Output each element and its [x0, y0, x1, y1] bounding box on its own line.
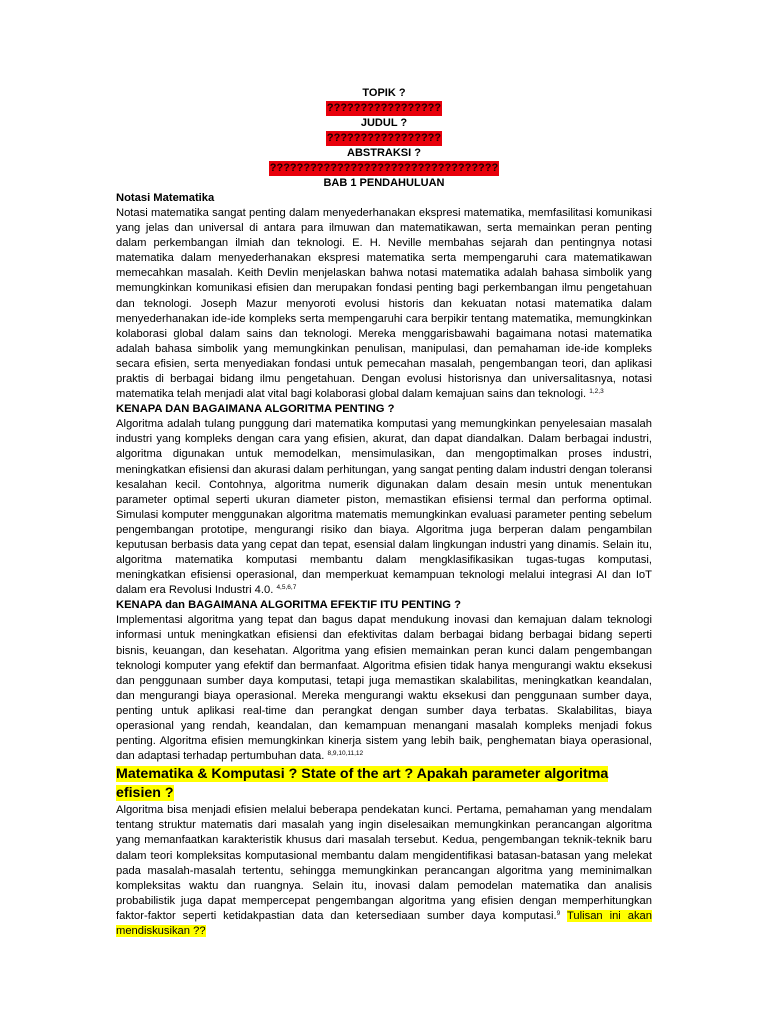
highlighted-closing-note: Tulisan ini akan mendiskusikan ??	[116, 909, 652, 938]
citation-refs: 8,9,10,11,12	[327, 750, 364, 758]
abstraksi-placeholder: ??????????????????????????????????	[269, 162, 499, 174]
topik-label: TOPIK ?	[362, 87, 406, 99]
highlighted-heading: Matematika & Komputasi ? State of the art ? Apakah parameter algoritma efisien ?	[116, 766, 609, 802]
topik-placeholder: ?????????????????	[326, 102, 442, 114]
paragraph-notasi	[116, 206, 652, 402]
section-title-komputasi	[116, 765, 652, 803]
paragraph-text: Implementasi algoritma yang tepat dan bagus dapat mendukung inovasi dan kemajuan dalam teknologi informasi untuk meningkatkan efisiensi dan efektivitas dalam berbagai bidang berbagai bidang seperti bisnis, keuangan, dan kesehatan. Algoritma yang efisien memainkan peran kunci dalam pengembangan teknologi komputer yang efektif dan bermanfaat. Algoritma efisien tidak hanya mengurangi waktu eksekusi dan penggunaan sumber daya komputasi, tetapi juga memastikan skalabilitas, meningkatkan keandalan, dan mengurangi biaya operasional. Mereka mengurangi waktu eksekusi dan penggunaan sumber daya, penting untuk aplikasi real-time dan perangkat dengan sumber daya terbatas. Skalabilitas, biaya operasional yang rendah, keandalan, dan kemampuan menangani masalah kompleks menjadi fokus penting. Algoritma efisien memungkinkan kinerja sistem yang lebih baik, penghematan biaya operasional, dan adaptasi terhadap pertumbuhan data.	[116, 614, 652, 763]
paragraph-text: Algoritma bisa menjadi efisien melalui beberapa pendekatan kunci. Pertama, pemahaman yang mendalam tentang struktur matematis dari masalah yang ingin diselesaikan memungkinkan perancangan algoritma yang memanfaatkan karakteristik khusus dari masalah tersebut. Kedua, pengembangan teknik-teknik baru dalam teori kompleksitas komputasional membantu dalam mengidentifikasi batasan-batasan yang melekat pada masalah-masalah tertentu, sehingga memungkinkan perancangan algoritma yang meminimalkan kompleksitas waktu dan ruangnya. Selain itu, inovasi dalam pemodelan matematika dan analisis probabilistik juga dapat mempercepat pengembangan algoritma yang efisien dengan memperhitungkan faktor-faktor seperti ketidakpastian data dan ketersediaan sumber daya komputasi.	[116, 804, 652, 922]
section-notasi	[116, 191, 652, 402]
document-header	[116, 86, 652, 191]
section-komputasi	[116, 765, 652, 939]
paragraph-algoritma-penting	[116, 417, 652, 598]
section-title-algoritma-penting: KENAPA DAN BAGAIMANA ALGORITMA PENTING ?	[116, 403, 395, 416]
abstraksi-label: ABSTRAKSI ?	[347, 147, 421, 159]
citation-refs: 1,2,3	[589, 388, 604, 396]
judul-label: JUDUL ?	[360, 117, 408, 129]
paragraph-text: Algoritma adalah tulang punggung dari matematika komputasi yang memungkinkan penyelesaian masalah industri yang kompleks dengan cara yang efisien, akurat, dan dapat diandalkan. Dalam berbagai industri, algoritma digunakan untuk memodelkan, mensimulasikan, dan mengoptimalkan proses industri, meningkatkan efisiensi dan akurasi dalam perhitungan, yang sangat penting dalam industri dengan toleransi kesalahan kecil. Contohnya, algoritma numerik digunakan dalam desain mesin untuk menentukan parameter optimal seperti ukuran diameter piston, memastikan efisiensi termal dan performa optimal. Simulasi komputer menggunakan algoritma matematis memungkinkan evaluasi parameter penting sebelum pengembangan prototipe, mengurangi risiko dan biaya. Algoritma juga berperan dalam pengambilan keputusan berbasis data yang cepat dan tepat, esensial dalam lingkungan industri yang dinamis. Selain itu, algoritma matematika komputasi membantu dalam mengklasifikasikan tugas-tugas komputasi, meningkatkan efisiensi operasional, dan memperkuat kemampuan teknologi melalui integrasi AI dan IoT dalam era Revolusi Industri 4.0.	[116, 418, 652, 597]
section-algoritma-efektif	[116, 598, 652, 764]
paragraph-text: Notasi matematika sangat penting dalam menyederhanakan ekspresi matematika, memfasilitasi komunikasi yang jelas dan universal di antara para ilmuwan dan matematikawan, serta memainkan peran penting dalam perkembangan ilmiah dan teknologi. E. H. Neville membahas sejarah dan pentingnya notasi matematika dalam menyederhanakan ekspresi matematika serta mempengaruhi cara matematikawan memecahkan masalah. Keith Devlin menjelaskan bahwa notasi matematika adalah bahasa simbolik yang memungkinkan komunikasi efisien dan merupakan fondasi penting bagi perkembangan ilmu pengetahuan dan teknologi. Joseph Mazur menyoroti evolusi historis dan kekuatan notasi matematika dalam menyederhanakan ide-ide kompleks serta mempengaruhi cara berpikir tentang matematika, memungkinkan kolaborasi global dalam sains dan teknologi. Mereka menggarisbawahi bagaimana notasi matematika adalah bahasa simbolik yang memungkinkan penulisan, manipulasi, dan pemahaman ide-ide kompleks secara efisien, serta menyediakan fondasi untuk pemecahan masalah, pengembangan teori, dan aplikasi praktis di berbagai bidang ilmu pengetahuan. Dengan evolusi historisnya dan universalitasnya, notasi matematika telah menjadi alat vital bagi kolaborasi global dalam kemajuan sains dan teknologi.	[116, 207, 652, 401]
citation-refs: 9	[556, 909, 561, 917]
chapter-title: BAB 1 PENDAHULUAN	[323, 177, 445, 189]
judul-placeholder: ?????????????????	[326, 132, 442, 144]
section-algoritma-penting	[116, 402, 652, 598]
section-title-algoritma-efektif: KENAPA dan BAGAIMANA ALGORITMA EFEKTIF ITU PENTING ?	[116, 599, 461, 612]
section-title-notasi: Notasi Matematika	[116, 192, 215, 204]
paragraph-komputasi	[116, 803, 652, 939]
paragraph-algoritma-efektif	[116, 613, 652, 764]
citation-refs: 4,5,6,7	[276, 584, 297, 592]
